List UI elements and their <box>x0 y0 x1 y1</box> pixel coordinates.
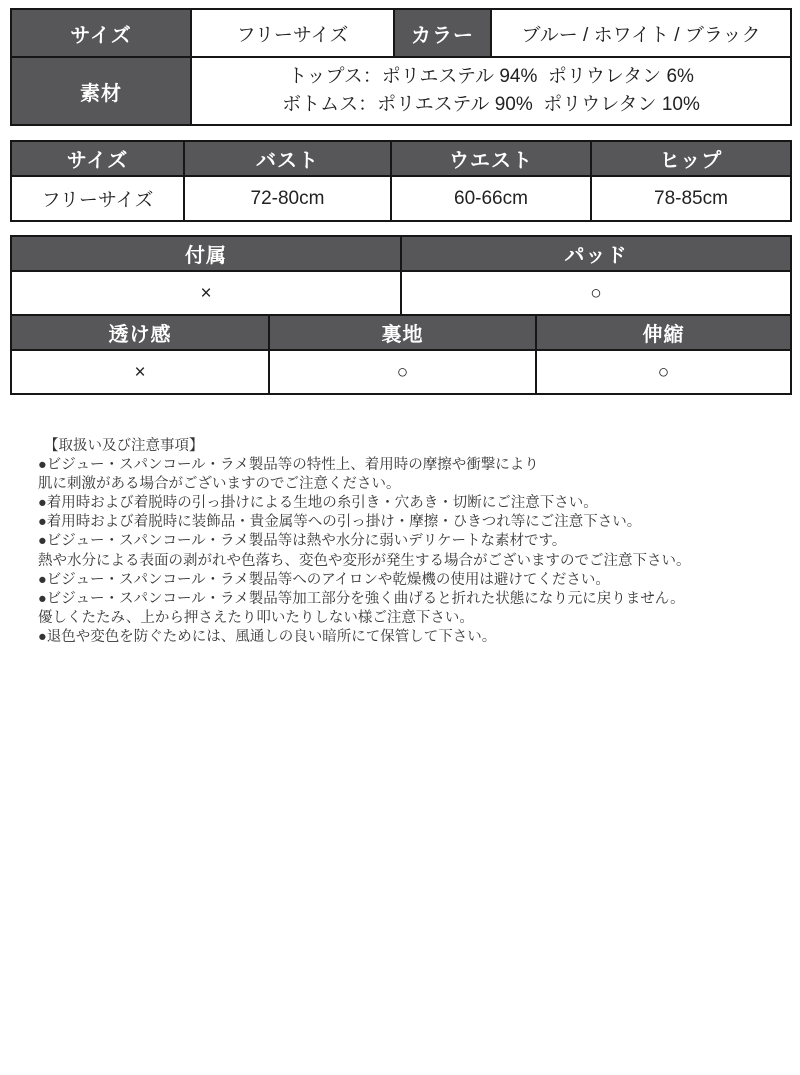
note-line: ●着用時および着脱時の引っ掛けによる生地の糸引き・穴あき・切断にご注意下さい。 <box>38 495 598 512</box>
note-line: ●ビジュー・スパンコール・ラメ製品等は熱や水分に弱いデリケートな素材です。 <box>38 533 567 550</box>
measurements-waist-value: 60-66cm <box>391 176 591 221</box>
measurements-hip-value: 78-85cm <box>591 176 791 221</box>
lining-value-mark: ○ <box>269 350 536 394</box>
note-line: 熱や水分による表面の剥がれや色落ち、変色や変形が発生する場合がございますのでご注意下さい。 <box>38 552 691 569</box>
color-value-cell: ブルー / ホワイト / ブラック <box>491 9 791 57</box>
measurements-header-bust: バスト <box>184 141 391 176</box>
size-value-cell: フリーサイズ <box>191 9 394 57</box>
note-line: ●ビジュー・スパンコール・ラメ製品等加工部分を強く曲げると折れた状態になり元に戻りません。 <box>38 590 685 607</box>
material-tops-line: トップス：ポリエステル 94% ポリウレタン 6% <box>288 66 694 87</box>
note-line: ●ビジュー・スパンコール・ラメ製品等の特性上、着用時の摩擦や衝撃により <box>38 457 539 474</box>
table-row <box>11 271 791 315</box>
handling-notes-title: 【取扱い及び注意事項】 <box>44 438 204 454</box>
sheerness-value-mark: × <box>11 350 269 394</box>
note-line: 肌に刺激がある場合がございますのでご注意ください。 <box>38 476 401 493</box>
lining-header-cell: 裏地 <box>269 315 536 350</box>
measurements-table <box>10 140 792 222</box>
note-line: 優しくたたみ、上から押さえたり叩いたりしない様ご注意下さい。 <box>38 609 474 626</box>
features-table-bottom <box>10 314 792 395</box>
stretch-value-mark: ○ <box>536 350 791 394</box>
accessory-value-mark: × <box>11 271 401 315</box>
handling-notes <box>10 437 790 647</box>
table-row <box>11 176 791 221</box>
size-header-cell: サイズ <box>11 9 191 57</box>
product-spec-sheet <box>10 8 790 647</box>
table-row <box>11 350 791 394</box>
measurements-size-value: フリーサイズ <box>11 176 184 221</box>
measurements-bust-value: 72-80cm <box>184 176 391 221</box>
note-line: ●ビジュー・スパンコール・ラメ製品等へのアイロンや乾燥機の使用は避けてください。 <box>38 571 610 588</box>
pad-header-cell: パッド <box>401 236 791 271</box>
material-bottoms-line: ボトムス：ポリエステル 90% ポリウレタン 10% <box>282 94 700 115</box>
note-line: ●着用時および着脱時に装飾品・貴金属等への引っ掛け・摩擦・ひきつれ等にご注意下さい。 <box>38 514 642 531</box>
material-value-cell <box>191 57 791 125</box>
size-color-material-table <box>10 8 792 126</box>
note-line: ●退色や変色を防ぐためには、風通しの良い暗所にて保管して下さい。 <box>38 628 497 645</box>
sheerness-header-cell: 透け感 <box>11 315 269 350</box>
stretch-header-cell: 伸縮 <box>536 315 791 350</box>
measurements-header-size: サイズ <box>11 141 184 176</box>
measurements-header-waist: ウエスト <box>391 141 591 176</box>
color-header-cell: カラー <box>394 9 491 57</box>
material-header-cell: 素材 <box>11 57 191 125</box>
accessory-header-cell: 付属 <box>11 236 401 271</box>
pad-value-mark: ○ <box>401 271 791 315</box>
measurements-header-hip: ヒップ <box>591 141 791 176</box>
features-table-top <box>10 235 792 316</box>
